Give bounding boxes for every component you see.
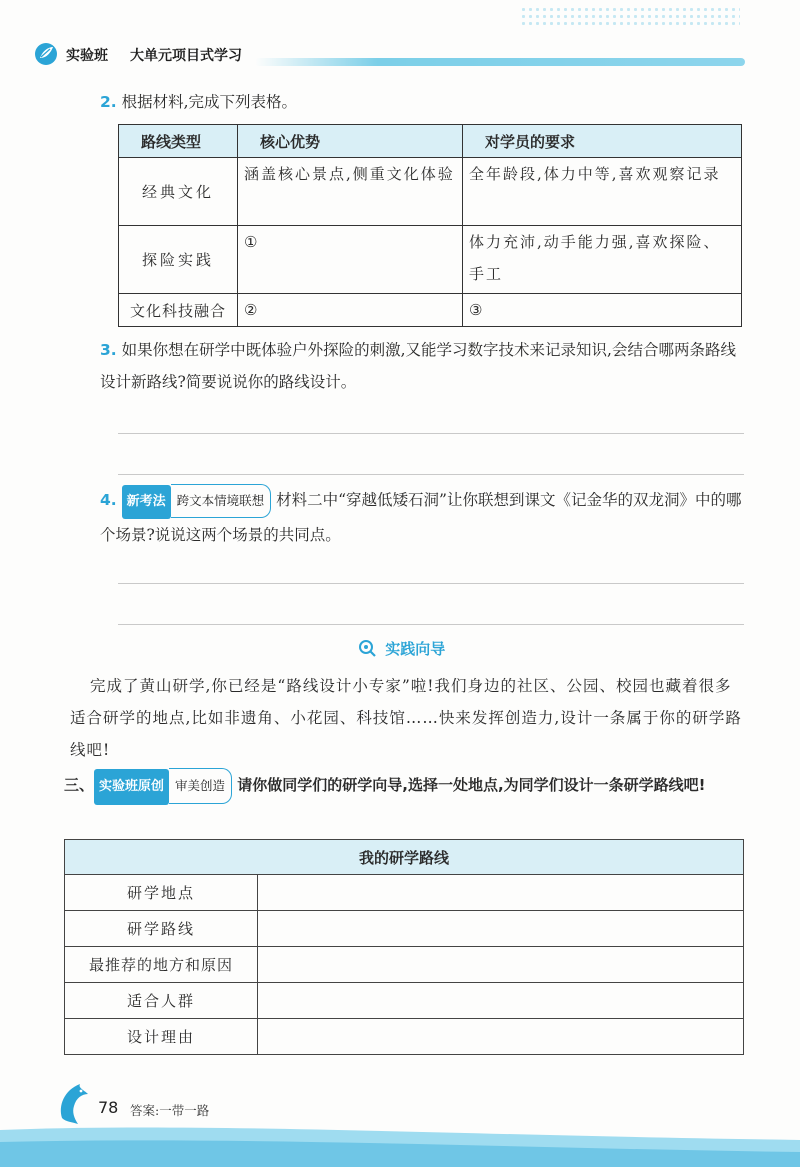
row-label: 最推荐的地方和原因 [65, 947, 258, 983]
header-subtitle: 大单元项目式学习 [130, 48, 242, 64]
magnifier-icon [358, 639, 380, 657]
row-label: 设计理由 [65, 1019, 258, 1055]
row-label: 适合人群 [65, 983, 258, 1019]
row-label: 研学地点 [65, 875, 258, 911]
section-text: 请你做同学们的研学向导,选择一处地点,为同学们设计一条研学路线吧! [237, 776, 706, 794]
guide-paragraph: 完成了黄山研学,你已经是“路线设计小专家”啦!我们身边的社区、公园、校园也藏着很多适合研学的地点,比如非遗角、小花园、科技馆……快来发挥创造力,设计一条属于你的研学路线吧! [70, 677, 742, 759]
section-3 [64, 768, 750, 805]
header-decoration [520, 6, 740, 28]
header-brand: 实验班 [66, 48, 108, 64]
question-text: 材料二中“穿越低矮石洞”让你联想到课文《记金华的双龙洞》中的哪个场景?说说这两个场景的共同点。 [100, 491, 742, 544]
answer-line[interactable] [118, 583, 744, 584]
route-type-cell: 文化科技融合 [119, 294, 238, 327]
my-route-table [64, 839, 744, 1055]
table-header: 核心优势 [238, 125, 463, 158]
leaf-logo-icon [34, 42, 58, 66]
dolphin-icon [54, 1078, 94, 1128]
answer-line[interactable] [118, 474, 744, 475]
route-type-cell: 探险实践 [119, 226, 238, 294]
requirement-cell: 全年龄段,体力中等,喜欢观察记录 [463, 158, 742, 226]
requirement-cell: 体力充沛,动手能力强,喜欢探险、手工 [463, 226, 742, 294]
table-header: 对学员的要求 [463, 125, 742, 158]
practice-guide-title [358, 638, 445, 659]
question-number: 3. [100, 341, 117, 359]
answer-note: 答案:一带一路 [130, 1103, 210, 1118]
question-number: 4. [100, 491, 117, 509]
question-text: 如果你想在研学中既体验户外探险的刺激,又能学习数字技术来记录知识,会结合哪两条路线设计新路线?简要说说你的路线设计。 [100, 341, 736, 391]
question-4 [100, 484, 750, 551]
route-input-cell[interactable] [258, 947, 744, 983]
aesthetic-tag: 审美创造 [169, 768, 232, 804]
route-input-cell[interactable] [258, 983, 744, 1019]
route-type-cell: 经典文化 [119, 158, 238, 226]
question-text: 根据材料,完成下列表格。 [121, 93, 298, 111]
section-number: 三、 [64, 776, 95, 794]
question-number: 2. [100, 93, 117, 111]
header-band [255, 58, 745, 66]
requirement-blank-3[interactable]: ③ [463, 294, 742, 327]
page-number: 78 [98, 1098, 119, 1117]
guide-title-text: 实践向导 [385, 640, 446, 658]
route-input-cell[interactable] [258, 911, 744, 947]
route-input-cell[interactable] [258, 1019, 744, 1055]
answer-line[interactable] [118, 624, 744, 625]
advantage-blank-1[interactable]: ① [238, 226, 463, 294]
footer-wave [0, 1100, 800, 1167]
new-method-tag: 新考法 [122, 485, 171, 519]
route-type-table [118, 124, 742, 327]
advantage-blank-2[interactable]: ② [238, 294, 463, 327]
question-2 [100, 86, 297, 118]
route-table-title: 我的研学路线 [65, 840, 744, 875]
cross-text-tag: 跨文本情境联想 [171, 484, 272, 518]
original-tag: 实验班原创 [94, 769, 169, 805]
row-label: 研学路线 [65, 911, 258, 947]
advantage-cell: 涵盖核心景点,侧重文化体验 [238, 158, 463, 226]
route-input-cell[interactable] [258, 875, 744, 911]
answer-line[interactable] [118, 433, 744, 434]
table-header: 路线类型 [119, 125, 238, 158]
question-3 [100, 334, 750, 398]
